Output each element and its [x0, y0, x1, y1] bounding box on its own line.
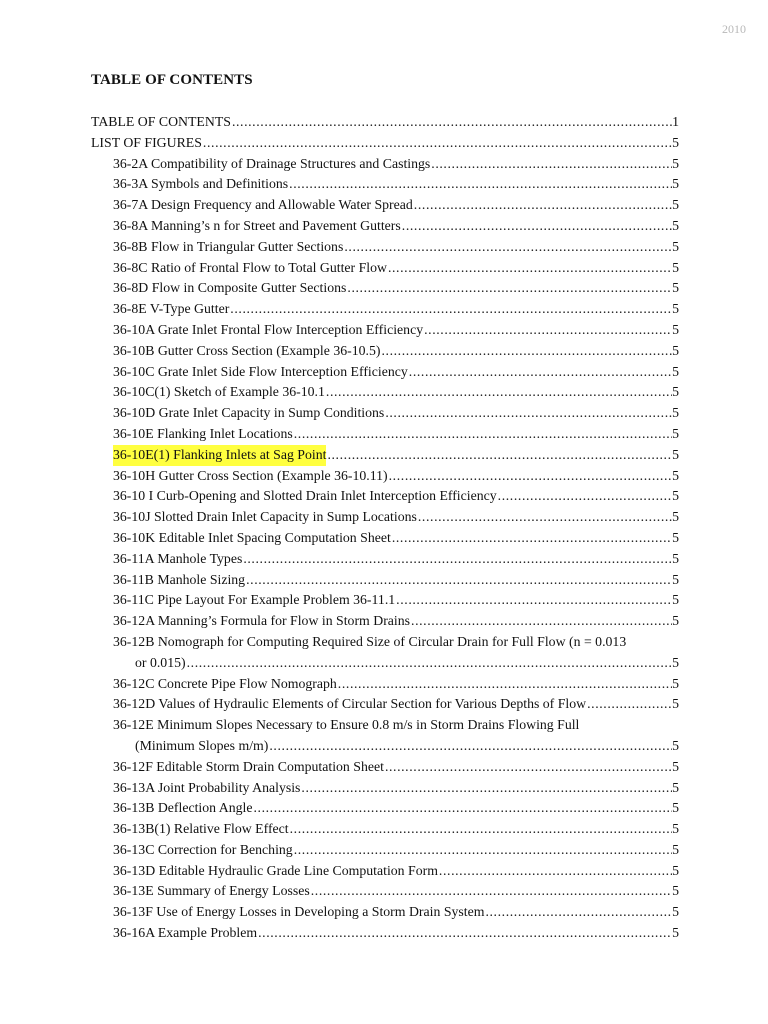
toc-figure-page: 5 — [672, 467, 679, 483]
toc-figure-label: 36-13A Joint Probability Analysis — [113, 779, 301, 795]
toc-figure-entry[interactable] — [91, 341, 679, 362]
toc-figure-entry[interactable] — [91, 362, 679, 383]
toc-figure-page: 5 — [672, 800, 679, 816]
toc-figure-entry[interactable] — [91, 424, 679, 445]
toc-figure-label: 36-10J Slotted Drain Inlet Capacity in Sump Locations — [113, 509, 417, 525]
toc-figure-page: 5 — [672, 613, 679, 629]
page-year: 2010 — [722, 22, 746, 36]
toc-figure-label: 36-8D Flow in Composite Gutter Sections — [113, 280, 347, 296]
toc-leader-dots — [187, 653, 673, 674]
toc-entry-label: LIST OF FIGURES — [91, 134, 202, 150]
toc-figure-label: 36-8C Ratio of Frontal Flow to Total Gutter Flow — [113, 259, 387, 275]
toc-leader-dots — [344, 237, 672, 258]
toc-figure-page: 5 — [672, 550, 679, 566]
toc-figure-entry[interactable] — [91, 258, 679, 279]
toc-leader-dots — [498, 486, 672, 507]
toc-figure-page: 5 — [672, 425, 679, 441]
toc-figure-page: 5 — [672, 883, 679, 899]
toc-figure-label: 36-12F Editable Storm Drain Computation Sheet — [113, 758, 384, 774]
toc-figure-entry[interactable] — [91, 528, 679, 549]
toc-leader-dots — [232, 112, 672, 133]
toc-leader-dots — [326, 382, 672, 403]
toc-figure-page: 5 — [672, 904, 679, 920]
toc-figure-entry[interactable] — [91, 694, 679, 715]
toc-figure-entry[interactable] — [91, 902, 679, 923]
toc-figure-page: 5 — [672, 321, 679, 337]
toc-figure-entry[interactable] — [91, 923, 679, 944]
toc-figure-label: 36-3A Symbols and Definitions — [113, 176, 289, 192]
toc-figure-label: 36-13C Correction for Benching — [113, 841, 293, 857]
toc-figure-label: 36-13B(1) Relative Flow Effect — [113, 821, 289, 837]
toc-leader-dots — [230, 299, 672, 320]
toc-figure-label: 36-10 I Curb-Opening and Slotted Drain Inlet Interception Efficiency — [113, 488, 497, 504]
toc-figure-entry[interactable] — [91, 798, 679, 819]
toc-figure-label: 36-7A Design Frequency and Allowable Water Spread — [113, 197, 413, 213]
toc-figure-page: 5 — [672, 280, 679, 296]
toc-leader-dots — [411, 611, 672, 632]
toc-figure-entry[interactable] — [91, 154, 679, 175]
toc-figure-continuation — [113, 653, 679, 674]
toc-leader-dots — [414, 195, 672, 216]
toc-figure-label: 36-12E Minimum Slopes Necessary to Ensure 0.8 m/s in Storm Drains Flowing Full — [113, 717, 580, 733]
toc-figure-label: 36-8B Flow in Triangular Gutter Sections — [113, 238, 344, 254]
toc-figure-page: 5 — [672, 737, 679, 753]
toc-figure-label: 36-13E Summary of Energy Losses — [113, 883, 310, 899]
toc-figure-label: 36-10H Gutter Cross Section (Example 36-10.11) — [113, 467, 388, 483]
toc-figure-label: 36-12C Concrete Pipe Flow Nomograph — [113, 675, 337, 691]
toc-figure-label-cont: or 0.015) — [135, 654, 186, 670]
toc-entry[interactable] — [91, 112, 679, 133]
toc-figure-label: 36-8E V-Type Gutter — [113, 301, 230, 317]
toc-figure-entry[interactable] — [91, 861, 679, 882]
toc-figure-entry[interactable] — [91, 195, 679, 216]
toc-leader-dots — [388, 258, 672, 279]
toc-leader-dots — [290, 819, 672, 840]
toc-figure-page: 5 — [672, 342, 679, 358]
toc-leader-dots — [327, 445, 672, 466]
toc-figure-page: 5 — [672, 405, 679, 421]
toc-figure-page: 5 — [672, 155, 679, 171]
toc-figure-entry[interactable] — [91, 570, 679, 591]
toc-leader-dots — [385, 403, 672, 424]
toc-figure-page: 5 — [672, 696, 679, 712]
toc-figure-label: 36-11B Manhole Sizing — [113, 571, 246, 587]
toc-figure-entry[interactable] — [91, 299, 679, 320]
toc-leader-dots — [381, 341, 672, 362]
toc-figure-page: 5 — [672, 529, 679, 545]
toc-figure-page: 5 — [672, 197, 679, 213]
toc-figure-page: 5 — [672, 841, 679, 857]
toc-figure-entry[interactable] — [91, 403, 679, 424]
toc-figure-label: 36-10E Flanking Inlet Locations — [113, 425, 293, 441]
toc-figure-entry[interactable] — [91, 590, 679, 611]
toc-figure-label: 36-13F Use of Energy Losses in Developing a Storm Drain System — [113, 904, 485, 920]
toc-figure-entry[interactable] — [91, 632, 679, 674]
toc-figure-page: 5 — [672, 301, 679, 317]
toc-leader-dots — [301, 778, 672, 799]
toc-figure-entry[interactable] — [91, 757, 679, 778]
toc-figure-label: 36-16A Example Problem — [113, 925, 258, 941]
toc-figure-label: 36-11C Pipe Layout For Example Problem 36-11.1 — [113, 592, 396, 608]
toc-figure-entry[interactable] — [91, 216, 679, 237]
toc-leader-dots — [269, 736, 672, 757]
toc-figure-entry[interactable] — [91, 466, 679, 487]
toc-figure-page: 5 — [672, 758, 679, 774]
toc-figure-entry[interactable] — [91, 840, 679, 861]
toc-leader-dots — [253, 798, 672, 819]
toc-leader-dots — [424, 320, 672, 341]
table-of-contents — [91, 112, 679, 944]
toc-figure-label: 36-13D Editable Hydraulic Grade Line Computation Form — [113, 862, 438, 878]
toc-leader-dots — [347, 278, 672, 299]
toc-figure-entry[interactable] — [91, 674, 679, 695]
toc-figure-label: 36-12D Values of Hydraulic Elements of Circular Section for Various Depths of Flow — [113, 696, 587, 712]
toc-entry-page: 1 — [672, 114, 679, 129]
toc-figure-label-cont: (Minimum Slopes m/m) — [135, 737, 269, 753]
toc-figure-label-highlighted: 36-10E(1) Flanking Inlets at Sag Point — [113, 445, 326, 466]
toc-figure-page: 5 — [672, 675, 679, 691]
toc-leader-dots — [587, 694, 672, 715]
toc-leader-dots — [294, 840, 672, 861]
toc-figure-entry[interactable] — [91, 507, 679, 528]
toc-leader-dots — [203, 133, 672, 154]
toc-figure-page: 5 — [672, 238, 679, 254]
toc-figure-page: 5 — [672, 509, 679, 525]
toc-figure-page: 5 — [672, 654, 679, 670]
toc-figure-entry[interactable] — [91, 278, 679, 299]
toc-leader-dots — [389, 466, 672, 487]
toc-figure-page: 5 — [672, 592, 679, 608]
toc-leader-dots — [439, 861, 672, 882]
toc-figure-label: 36-10B Gutter Cross Section (Example 36-10.5) — [113, 342, 381, 358]
toc-figure-label: 36-10K Editable Inlet Spacing Computation Sheet — [113, 529, 391, 545]
toc-figure-page: 5 — [672, 217, 679, 233]
toc-figure-label: 36-10C Grate Inlet Side Flow Interception Efficiency — [113, 363, 408, 379]
toc-figure-page: 5 — [672, 571, 679, 587]
toc-figure-label: 36-10A Grate Inlet Frontal Flow Interception Efficiency — [113, 321, 424, 337]
toc-figure-page: 5 — [672, 259, 679, 275]
toc-entry-page: 5 — [672, 134, 679, 150]
toc-figure-page: 5 — [672, 925, 679, 941]
toc-figure-entry[interactable] — [91, 382, 679, 403]
toc-leader-dots — [485, 902, 672, 923]
toc-figure-entry[interactable] — [91, 174, 679, 195]
toc-figure-page: 5 — [672, 446, 679, 462]
toc-leader-dots — [396, 590, 672, 611]
toc-figure-label: 36-12A Manning’s Formula for Flow in Storm Drains — [113, 613, 411, 629]
toc-figure-entry[interactable] — [91, 819, 679, 840]
toc-leader-dots — [409, 362, 672, 383]
toc-figure-label: 36-2A Compatibility of Drainage Structures and Castings — [113, 155, 431, 171]
toc-figure-entry[interactable] — [91, 445, 679, 466]
toc-figure-entry[interactable] — [91, 320, 679, 341]
toc-leader-dots — [338, 674, 672, 695]
toc-figure-label: 36-10D Grate Inlet Capacity in Sump Conditions — [113, 405, 385, 421]
toc-figure-entry[interactable] — [91, 237, 679, 258]
toc-leader-dots — [258, 923, 672, 944]
toc-figure-entry[interactable] — [91, 611, 679, 632]
toc-figure-page: 5 — [672, 779, 679, 795]
toc-leader-dots — [402, 216, 672, 237]
toc-leader-dots — [418, 507, 672, 528]
toc-figure-entry[interactable] — [91, 486, 679, 507]
toc-leader-dots — [385, 757, 672, 778]
toc-leader-dots — [294, 424, 672, 445]
toc-figure-page: 5 — [672, 862, 679, 878]
toc-figure-label: 36-12B Nomograph for Computing Required Size of Circular Drain for Full Flow (n = 0.013 — [113, 633, 627, 649]
toc-entry[interactable] — [91, 133, 679, 154]
toc-leader-dots — [243, 549, 672, 570]
toc-figure-page: 5 — [672, 821, 679, 837]
toc-figure-label: 36-10C(1) Sketch of Example 36-10.1 — [113, 384, 325, 400]
toc-figure-page: 5 — [672, 488, 679, 504]
page-title: TABLE OF CONTENTS — [91, 72, 253, 88]
toc-figure-entry[interactable] — [91, 549, 679, 570]
toc-leader-dots — [311, 881, 672, 902]
toc-figure-entry[interactable] — [91, 881, 679, 902]
toc-leader-dots — [246, 570, 672, 591]
toc-figure-page: 5 — [672, 363, 679, 379]
toc-figure-label: 36-11A Manhole Types — [113, 550, 243, 566]
toc-figure-page: 5 — [672, 384, 679, 400]
toc-figure-continuation — [113, 736, 679, 757]
toc-figure-label: 36-13B Deflection Angle — [113, 800, 253, 816]
toc-leader-dots — [392, 528, 672, 549]
toc-entry-label: TABLE OF CONTENTS — [91, 114, 231, 129]
toc-figure-entry[interactable] — [91, 778, 679, 799]
toc-figure-entry[interactable] — [91, 715, 679, 757]
toc-leader-dots — [289, 174, 672, 195]
toc-figure-label: 36-8A Manning’s n for Street and Pavement Gutters — [113, 217, 401, 233]
toc-leader-dots — [431, 154, 672, 175]
toc-figure-page: 5 — [672, 176, 679, 192]
